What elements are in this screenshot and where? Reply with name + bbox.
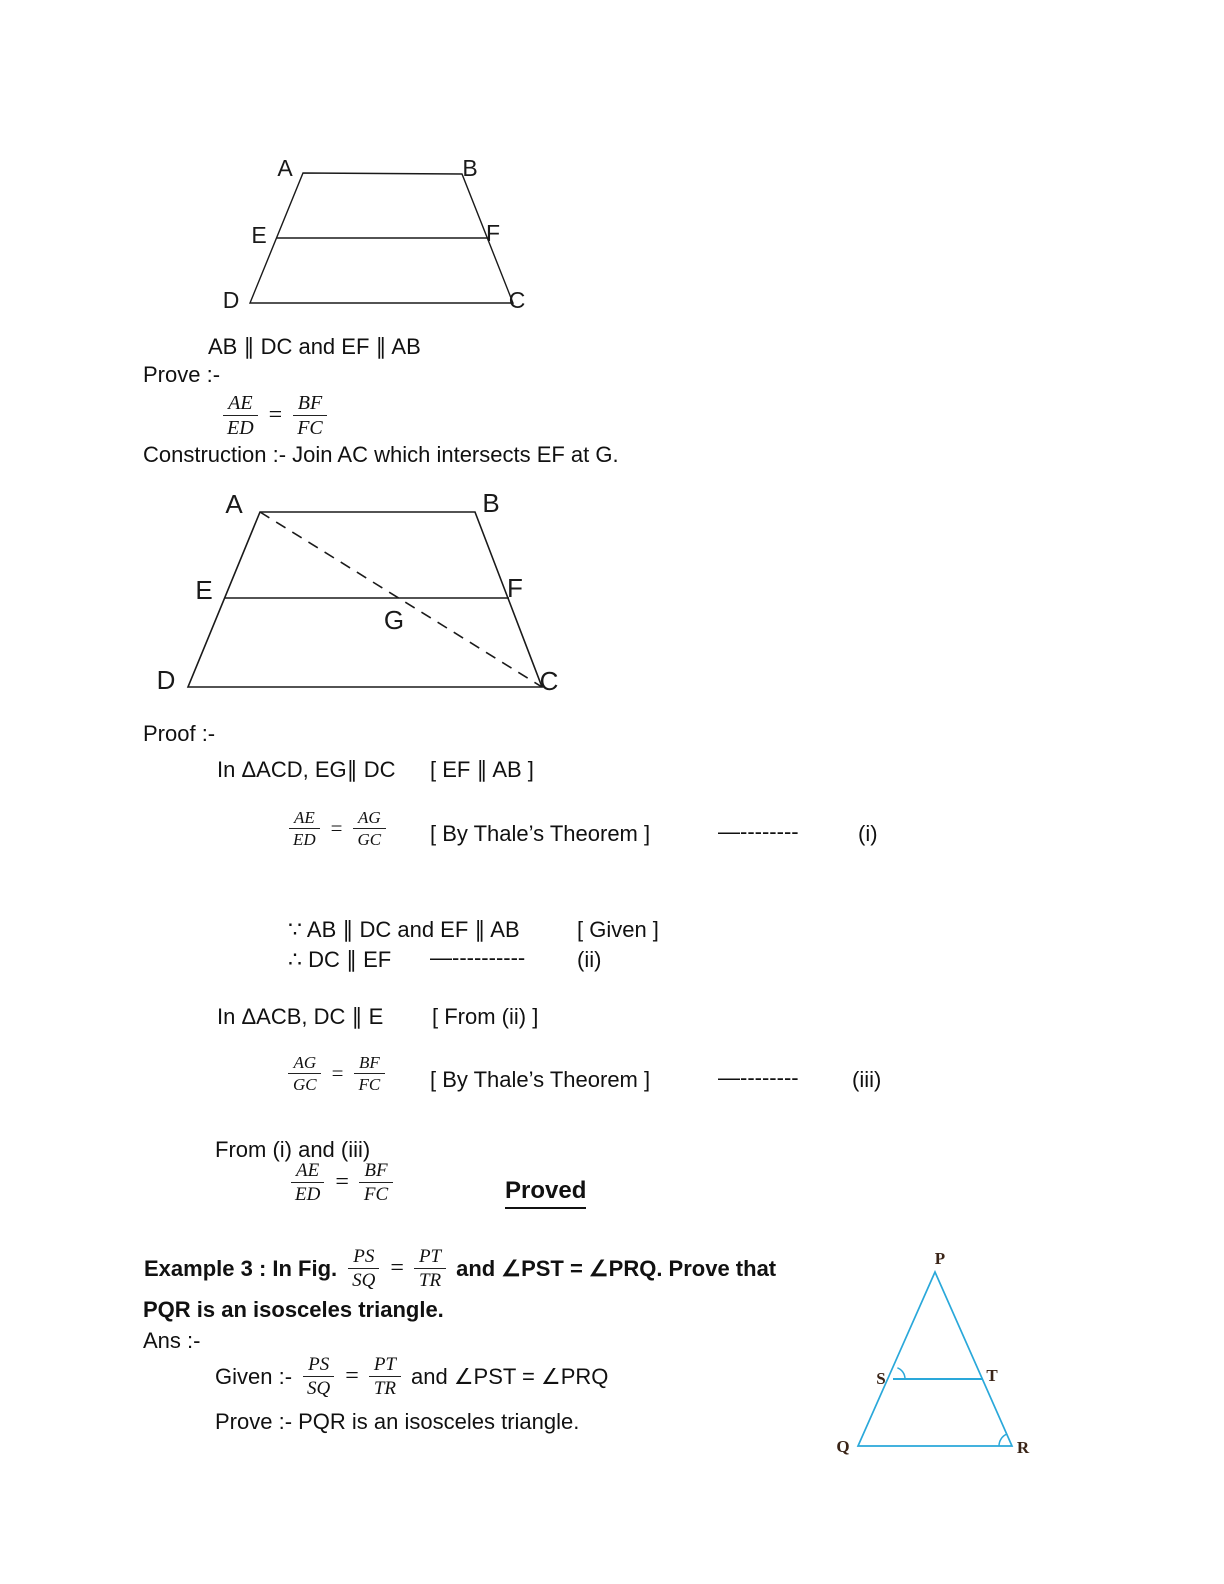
fraction xyxy=(414,1246,446,1292)
angle-arc-s xyxy=(897,1368,905,1379)
proof-step1: In ΔACD, EG∥ DC xyxy=(217,757,396,782)
vertex-label-d: D xyxy=(156,665,176,695)
fraction xyxy=(302,1354,335,1400)
fraction xyxy=(353,1053,385,1094)
fraction-numerator: AG xyxy=(288,1053,321,1074)
fraction xyxy=(359,1160,393,1206)
fraction-numerator: BF xyxy=(354,1053,385,1074)
example3-prove-line: Prove :- PQR is an isosceles triangle. xyxy=(215,1409,580,1434)
proof-eq1-ref: (i) xyxy=(858,821,878,846)
figure-1-trapezoid xyxy=(200,140,560,330)
proof-step2-reason: [ Given ] xyxy=(577,917,659,942)
fraction-denominator: GC xyxy=(357,830,382,850)
example3-given-prefix: Given :- xyxy=(215,1364,293,1390)
fraction-denominator: ED xyxy=(293,830,316,850)
example3-given-suffix: and ∠PST = ∠PRQ xyxy=(411,1364,609,1390)
fraction-numerator: AE xyxy=(291,1160,324,1183)
proof-equation-2 xyxy=(288,1053,385,1094)
fraction-denominator: FC xyxy=(363,1184,389,1206)
fraction xyxy=(288,808,321,849)
example3-title-line1 xyxy=(144,1246,776,1292)
equals-sign: = xyxy=(345,1363,359,1390)
angle-arc-r xyxy=(999,1434,1007,1446)
prove-heading: Prove :- xyxy=(143,362,221,387)
fraction-numerator: PT xyxy=(414,1246,446,1269)
fraction-numerator: AE xyxy=(289,808,320,829)
fraction xyxy=(222,392,259,440)
fraction-numerator: AE xyxy=(223,392,257,416)
fraction xyxy=(290,1160,325,1206)
proof-eq1-dashes: —-------- xyxy=(718,819,799,844)
fraction-denominator: TR xyxy=(418,1270,442,1292)
fraction-numerator: BF xyxy=(359,1160,392,1183)
proof-eq2-ref: (iii) xyxy=(852,1067,882,1092)
vertex-label-b: B xyxy=(482,488,500,518)
proof-step1-reason: [ EF ∥ AB ] xyxy=(430,757,534,782)
vertex-label-e: E xyxy=(251,222,267,248)
vertex-label-s: S xyxy=(876,1369,886,1388)
fraction xyxy=(347,1246,380,1292)
figure-3-triangle-pqr xyxy=(830,1240,1040,1470)
fraction-denominator: GC xyxy=(293,1075,317,1095)
fraction xyxy=(353,808,387,849)
diagonal-ac-dashed xyxy=(260,512,542,687)
vertex-label-p: P xyxy=(934,1249,946,1268)
proof-step3-ref: (ii) xyxy=(577,947,602,972)
fraction-numerator: AG xyxy=(353,808,386,829)
vertex-label-a: A xyxy=(225,489,243,519)
trapezoid-outline xyxy=(188,512,542,687)
proof-equation-3 xyxy=(290,1160,393,1206)
equals-sign: = xyxy=(331,1061,344,1086)
example3-ans-heading: Ans :- xyxy=(143,1328,201,1353)
fraction-denominator: ED xyxy=(295,1184,321,1206)
fraction-denominator: FC xyxy=(358,1075,381,1095)
fraction-numerator: BF xyxy=(293,392,327,416)
proof-eq1-reason: [ By Thale’s Theorem ] xyxy=(430,821,651,846)
fraction-numerator: PS xyxy=(348,1246,379,1269)
example3-title-prefix: Example 3 : In Fig. xyxy=(144,1256,338,1282)
example3-given-line xyxy=(215,1354,608,1400)
point-label-g: G xyxy=(383,605,405,635)
construction-statement: Construction :- Join AC which intersects EF at G. xyxy=(143,442,619,467)
proof-step4-reason: [ From (ii) ] xyxy=(432,1004,539,1029)
fraction-numerator: PS xyxy=(303,1354,334,1377)
fraction-denominator: TR xyxy=(373,1378,396,1400)
proof-equation-1 xyxy=(288,808,386,849)
vertex-label-f: F xyxy=(507,573,523,603)
fraction-denominator: ED xyxy=(227,417,254,440)
proof-heading: Proof :- xyxy=(143,721,216,746)
proof-eq2-dashes: —-------- xyxy=(718,1065,799,1090)
proof-step5: From (i) and (iii) xyxy=(215,1137,371,1162)
equals-sign: = xyxy=(390,1255,404,1282)
vertex-label-c: C xyxy=(508,287,526,313)
vertex-label-r: R xyxy=(1016,1438,1030,1457)
vertex-label-q: Q xyxy=(836,1437,850,1456)
fraction-denominator: SQ xyxy=(307,1378,331,1400)
given-statement: AB ∥ DC and EF ∥ AB xyxy=(208,334,421,359)
vertex-label-d: D xyxy=(222,287,240,313)
triangle-outline xyxy=(858,1272,1012,1446)
proof-step2: ∵ AB ∥ DC and EF ∥ AB xyxy=(288,917,520,942)
equals-sign: = xyxy=(335,1169,349,1196)
fraction-numerator: PT xyxy=(369,1354,401,1377)
vertex-label-b: B xyxy=(462,155,478,181)
vertex-label-c: C xyxy=(539,666,559,696)
proof-eq2-reason: [ By Thale’s Theorem ] xyxy=(430,1067,651,1092)
proved-label: Proved xyxy=(505,1176,586,1209)
fraction-denominator: SQ xyxy=(352,1270,376,1292)
proof-step4: In ΔACB, DC ∥ E xyxy=(217,1004,384,1029)
proof-step3-dashes: —---------- xyxy=(430,945,526,970)
proof-step3: ∴ DC ∥ EF xyxy=(288,947,392,972)
figure-2-trapezoid-with-diagonal xyxy=(150,478,580,713)
prove-equation xyxy=(222,392,328,440)
fraction xyxy=(292,392,328,440)
fraction xyxy=(288,1053,322,1094)
example3-title-suffix: and ∠PST = ∠PRQ. Prove that xyxy=(456,1256,777,1282)
vertex-label-e: E xyxy=(195,575,213,605)
fraction xyxy=(369,1354,401,1400)
vertex-label-a: A xyxy=(277,155,293,181)
equals-sign: = xyxy=(330,816,343,841)
vertex-label-t: T xyxy=(986,1366,998,1385)
vertex-label-f: F xyxy=(485,220,501,246)
example3-title-line2: PQR is an isosceles triangle. xyxy=(143,1297,444,1322)
fraction-denominator: FC xyxy=(297,417,323,440)
equals-sign: = xyxy=(268,402,283,429)
